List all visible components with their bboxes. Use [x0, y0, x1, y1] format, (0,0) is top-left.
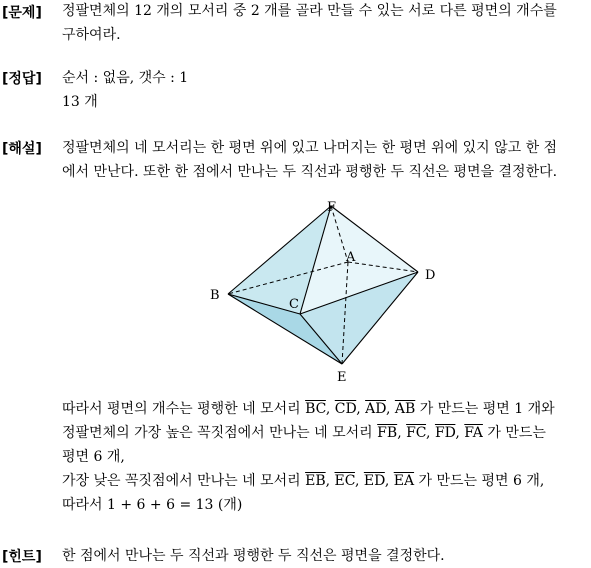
edge-FB-label: $\overline{FB}$ [377, 425, 398, 441]
vertex-label-E: E [337, 370, 347, 385]
edge-EA-label: $\overline{EA}$ [393, 473, 415, 489]
answer-tag: [정답] [2, 71, 42, 87]
solution-line-1: 따라서 평면의 개수는 평행한 네 모서리 $\overline{BC}$, $\overline{CD}$, $\overline{AD}$, $\overline{AB}$ 가 만드는 평면 1 개와 [62, 401, 555, 417]
solution-line-2-post: 가 만드는 [487, 425, 546, 441]
answer-text [62, 66, 587, 114]
vertex-label-F: F [327, 200, 337, 215]
vertex-label-A: A [346, 250, 356, 265]
solution-line-5: 따라서 1 + 6 + 6 = 13 (개) [62, 497, 243, 513]
problem-line-2: 구하여라. [62, 27, 121, 43]
solution-intro-line-2: 에서 만난다. 또한 한 점에서 만나는 두 직선과 평행한 두 직선은 평면을 결정한다. [62, 164, 558, 180]
solution-line-1-pre: 따라서 평면의 개수는 평행한 네 모서리 [62, 401, 301, 417]
vertex-label-B: B [210, 288, 220, 303]
problem-line-1: 정팔면체의 12 개의 모서리 중 2 개를 골라 만들 수 있는 서로 다른 평면의 개수를 [62, 3, 557, 19]
problem-text [62, 0, 587, 47]
edge-EB-label: $\overline{EB}$ [305, 473, 326, 489]
edge-EC-label: $\overline{EC}$ [334, 473, 355, 489]
solution-line-3: 평면 6 개, [62, 449, 125, 465]
solution-line-2: 정팔면체의 가장 높은 꼭짓점에서 만나는 네 모서리 $\overline{FB}$, $\overline{FC}$, $\overline{FD}$, $\overline{FA}$ 가 만드는 [62, 425, 546, 441]
solution-intro-line-1: 정팔면체의 네 모서리는 한 평면 위에 있고 나머지는 한 평면 위에 있지 않고 한 점 [62, 140, 558, 156]
edge-AD-label: $\overline{AD}$ [365, 401, 386, 417]
hint-line: 한 점에서 만나는 두 직선과 평행한 두 직선은 평면을 결정한다. [62, 548, 445, 564]
solution-line-4: 가장 낮은 꼭짓점에서 만나는 네 모서리 $\overline{EB}$, $\overline{EC}$, $\overline{ED}$, $\overline{EA}$ 가 만드는 평면 6 개, [62, 473, 545, 489]
hint-tag: [힌트] [2, 549, 42, 565]
problem-tag: [문제] [2, 5, 42, 21]
edge-ED-label: $\overline{ED}$ [363, 473, 385, 489]
edge-AB-label: $\overline{AB}$ [394, 401, 416, 417]
octahedron-figure [196, 200, 446, 390]
vertex-label-D: D [425, 268, 436, 283]
edge-BC-label: $\overline{BC}$ [305, 401, 326, 417]
solution-tag: [해설] [2, 141, 42, 157]
solution-line-1-post: 가 만드는 평면 1 개와 [419, 401, 555, 417]
answer-line-1: 순서 : 없음, 갯수 : 1 [62, 70, 189, 86]
edge-FA-label: $\overline{FA}$ [464, 425, 483, 441]
edge-FC-label: $\overline{FC}$ [406, 425, 427, 441]
solution-intro [62, 136, 587, 184]
solution-line-4-pre: 가장 낮은 꼭짓점에서 만나는 네 모서리 [62, 473, 301, 489]
edge-FD-label: $\overline{FD}$ [434, 425, 456, 441]
vertex-label-C: C [289, 297, 299, 312]
answer-line-2: 13 개 [62, 94, 98, 110]
edge-CD-label: $\overline{CD}$ [334, 401, 357, 417]
solution-explanation [62, 397, 587, 517]
solution-line-2-pre: 정팔면체의 가장 높은 꼭짓점에서 만나는 네 모서리 [62, 425, 373, 441]
solution-line-4-post: 가 만드는 평면 6 개, [418, 473, 545, 489]
hint-text [62, 544, 587, 568]
